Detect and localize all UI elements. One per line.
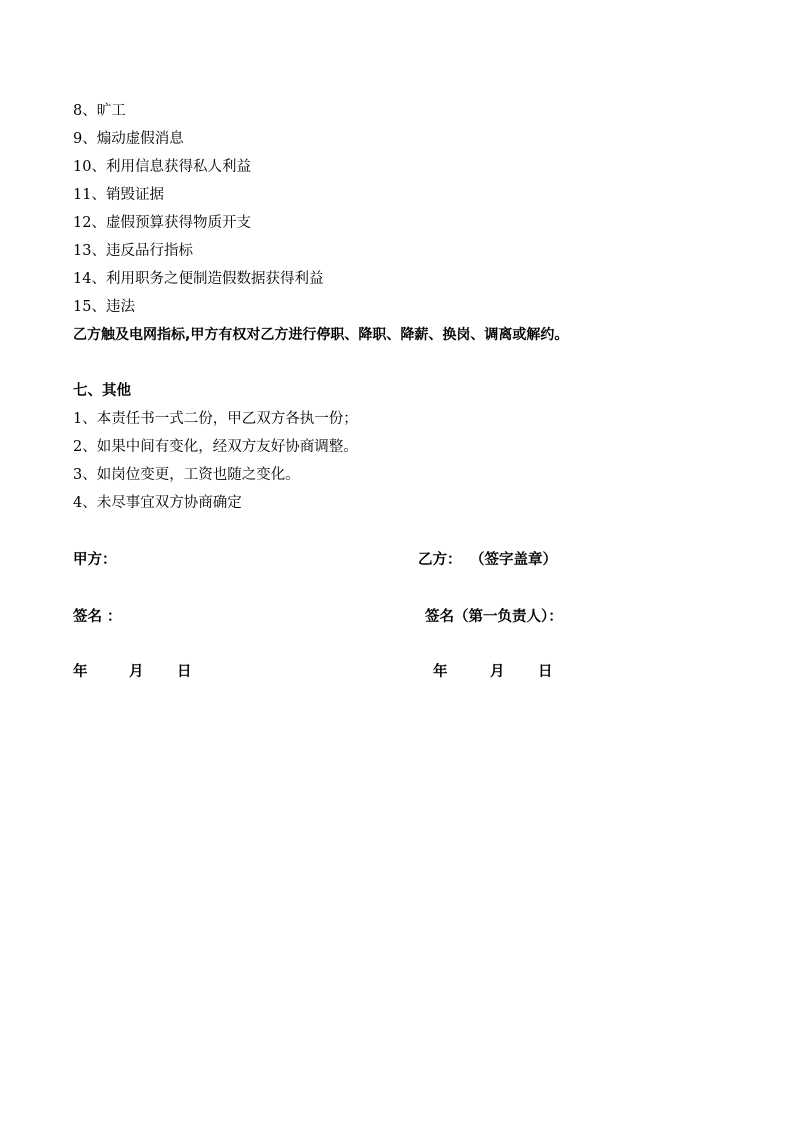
date-month-a: 月: [129, 664, 144, 680]
penalty-statement: 乙方触及电网指标,甲方有权对乙方进行停职、降职、降薪、换岗、调离或解约。: [73, 327, 569, 343]
sign-b-label: 签名（第一负责人）：: [425, 609, 563, 625]
list-item: 14、利用职务之便制造假数据获得利益: [73, 271, 324, 287]
list-item: 10、利用信息获得私人利益: [73, 159, 251, 175]
clause-item: 1、本责任书一式二份，甲乙双方各执一份；: [73, 411, 358, 427]
list-item: 13、违反品行指标: [73, 243, 193, 259]
list-item: 12、虚假预算获得物质开支: [73, 215, 251, 231]
party-b-label: 乙方：: [418, 552, 462, 568]
party-b-note: （签字盖章）: [470, 552, 557, 568]
date-day-a: 日: [177, 664, 192, 680]
section-heading: 七、其他: [73, 383, 131, 399]
clause-item: 4、未尽事宜双方协商确定: [73, 495, 242, 511]
list-item: 8、旷工: [73, 103, 126, 119]
sign-a-label: 签名 ：: [73, 609, 122, 625]
clause-item: 2、如果中间有变化，经双方友好协商调整。: [73, 439, 358, 455]
list-item: 9、煽动虚假消息: [73, 131, 184, 147]
date-day-b: 日: [538, 664, 553, 680]
list-item: 15、违法: [73, 299, 135, 315]
date-year-a: 年: [73, 664, 88, 680]
clause-item: 3、如岗位变更，工资也随之变化。: [73, 467, 300, 483]
party-a-label: 甲方：: [73, 552, 117, 568]
date-month-b: 月: [490, 664, 505, 680]
date-year-b: 年: [433, 664, 448, 680]
list-item: 11、销毁证据: [73, 187, 164, 203]
